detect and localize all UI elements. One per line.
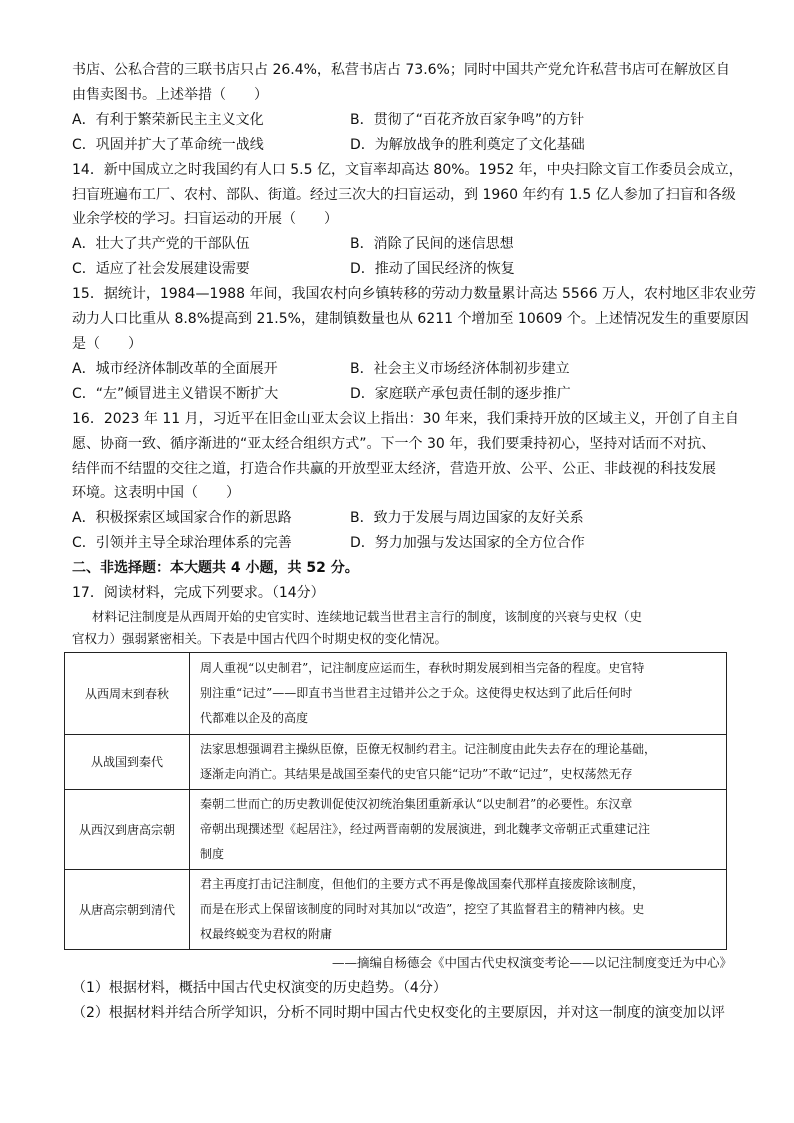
question-16 — [72, 407, 739, 556]
option-row — [72, 257, 732, 282]
sub-question-2: （2）根据材料并结合所学知识，分析不同时期中国古代史权变化的主要原因，并对这一制度的演变加以评 — [72, 1004, 725, 1021]
option-d[interactable]: D．推动了国民经济的恢复 — [350, 261, 515, 278]
option-row — [72, 357, 732, 382]
description-cell — [190, 652, 727, 734]
option-b[interactable]: B．贯彻了“百花齐放百家争鸣”的方针 — [350, 111, 585, 128]
option-b[interactable]: B．致力于发展与周边国家的友好关系 — [350, 510, 584, 527]
description-line: 帝朝出现撰述型《起居注》，经过两晋南朝的发展演进，到北魏孝文帝朝正式重建记注 — [200, 821, 651, 836]
question-text: 16．2023 年 11 月，习近平在旧金山亚太会议上指出：30 年来，我们秉持开放的区域主义，开创了自主自 — [72, 410, 739, 427]
option-d[interactable]: D．为解放战争的胜利奠定了文化基础 — [350, 136, 585, 153]
period-cell: 从西周末到春秋 — [65, 652, 190, 734]
description-line: 法家思想强调君主操纵臣僚，臣僚无权制约君主。记注制度由此失去存在的理论基础， — [200, 741, 657, 756]
description-line: 君主再度打击记注制度，但他们的主要方式不再是像战国秦代那样直接废除该制度， — [200, 876, 645, 891]
option-a[interactable]: A．积极探索区域国家合作的新思路 — [72, 510, 292, 527]
table-row — [65, 789, 727, 869]
option-b[interactable]: B．社会主义市场经济体制初步建立 — [350, 360, 570, 377]
material-text: 官权力）强弱紧密相关。下表是中国古代四个时期史权的变化情况。 — [72, 630, 448, 646]
question-text: 是（ ） — [72, 335, 142, 352]
option-row — [72, 108, 732, 133]
question-title: 17．阅读材料，完成下列要求。（14分） — [72, 585, 325, 602]
option-c[interactable]: C．巩固并扩大了革命统一战线 — [72, 136, 264, 153]
question-text: 愿、协商一致、循序渐进的“亚太经合组织方式”。下一个 30 年，我们要秉持初心，坚持对话而不对抗、 — [72, 435, 716, 452]
description-cell — [190, 734, 727, 789]
question-text: 动力人口比重从 8.8%提高到 21.5%，建制镇数量也从 6211 个增加至 10609 个。上述情况发生的重要原因 — [72, 311, 749, 328]
exam-page — [72, 58, 757, 1026]
option-row — [72, 133, 732, 158]
option-c[interactable]: C．“左”倾冒进主义错误不断扩大 — [72, 385, 279, 402]
sub-question-1: （1）根据材料，概括中国古代史权演变的历史趋势。（4分） — [72, 979, 447, 996]
source-citation: ——摘编自杨德会《中国古代史权演变考论——以记注制度变迁为中心》 — [331, 954, 732, 970]
option-row — [72, 232, 732, 257]
description-cell — [190, 789, 727, 869]
option-c[interactable]: C．适应了社会发展建设需要 — [72, 261, 250, 278]
question-text: 环境。这表明中国（ ） — [72, 485, 240, 502]
question-text: 扫盲班遍布工厂、农村、部队、街道。经过三次大的扫盲运动，到 1960 年约有 1.5 亿人参加了扫盲和各级 — [72, 186, 736, 203]
question-text: 业余学校的学习。扫盲运动的开展（ ） — [72, 211, 338, 228]
option-a[interactable]: A．壮大了共产党的干部队伍 — [72, 236, 250, 253]
period-cell: 从西汉到唐高宗朝 — [65, 789, 190, 869]
section-heading: 二、非选择题：本大题共 4 小题，共 52 分。 — [72, 560, 359, 577]
question-text: 14．新中国成立之时我国约有人口 5.5 亿，文盲率却高达 80%。1952 年，中央扫除文盲工作委员会成立， — [72, 161, 743, 178]
option-d[interactable]: D．努力加强与发达国家的全方位合作 — [350, 535, 585, 552]
period-cell: 从唐高宗朝到清代 — [65, 869, 190, 949]
description-line: 而是在形式上保留该制度的同时对其加以“改造”，挖空了其监督君主的精神内核。史 — [200, 901, 645, 916]
question-text: 15．据统计，1984—1988 年间，我国农村向乡镇转移的劳动力数量累计高达 5566 万人，农村地区非农业劳 — [72, 286, 757, 303]
option-c[interactable]: C．引领并主导全球治理体系的完善 — [72, 535, 292, 552]
table-row — [65, 734, 727, 789]
question-17 — [72, 581, 732, 1026]
option-row — [72, 531, 732, 556]
question-15 — [72, 282, 757, 407]
option-d[interactable]: D．家庭联产承包责任制的逐步推广 — [350, 385, 571, 402]
question-14 — [72, 158, 743, 283]
description-line: 代都难以企及的高度 — [200, 710, 309, 725]
history-table — [64, 652, 727, 950]
description-cell — [190, 869, 727, 949]
description-line: 制度 — [200, 846, 225, 861]
material-text: 材料记注制度是从西周开始的史官实时、连续地记载当世君主言行的制度，该制度的兴衰与史权（史 — [92, 608, 643, 624]
option-row — [72, 506, 732, 531]
description-line: 逐渐走向消亡。其结果是战国至秦代的史官只能“记功”不敢“记过”，史权荡然无存 — [200, 766, 633, 781]
table-row — [65, 869, 727, 949]
option-a[interactable]: A．城市经济体制改革的全面展开 — [72, 360, 278, 377]
description-line: 秦朝二世而亡的历史教训促使汉初统治集团重新承认“以史制君”的必要性。东汉章 — [200, 796, 633, 811]
question-text: 由售卖图书。上述举措（ ） — [72, 86, 268, 103]
description-line: 周人重视“以史制君”，记注制度应运而生，春秋时期发展到相当完备的程度。史官特 — [200, 660, 645, 675]
option-b[interactable]: B．消除了民间的迷信思想 — [350, 236, 514, 253]
option-a[interactable]: A．有利于繁荣新民主主义文化 — [72, 111, 264, 128]
period-cell: 从战国到秦代 — [65, 734, 190, 789]
question-text: 书店、公私合营的三联书店只占 26.4%，私营书店占 73.6%；同时中国共产党允许私营书店可在解放区自 — [72, 62, 730, 78]
description-line: 权最终蜕变为君权的附庸 — [200, 926, 333, 941]
description-line: 别注重“记过”——即直书当世君主过错并公之于众。这使得史权达到了此后任何时 — [200, 685, 633, 700]
table-row — [65, 652, 727, 734]
option-row — [72, 382, 732, 407]
question-13-continued — [72, 58, 732, 158]
question-text: 结伴而不结盟的交往之道，打造合作共赢的开放型亚太经济，营造开放、公平、公正、非歧视的科技发展 — [72, 460, 716, 477]
